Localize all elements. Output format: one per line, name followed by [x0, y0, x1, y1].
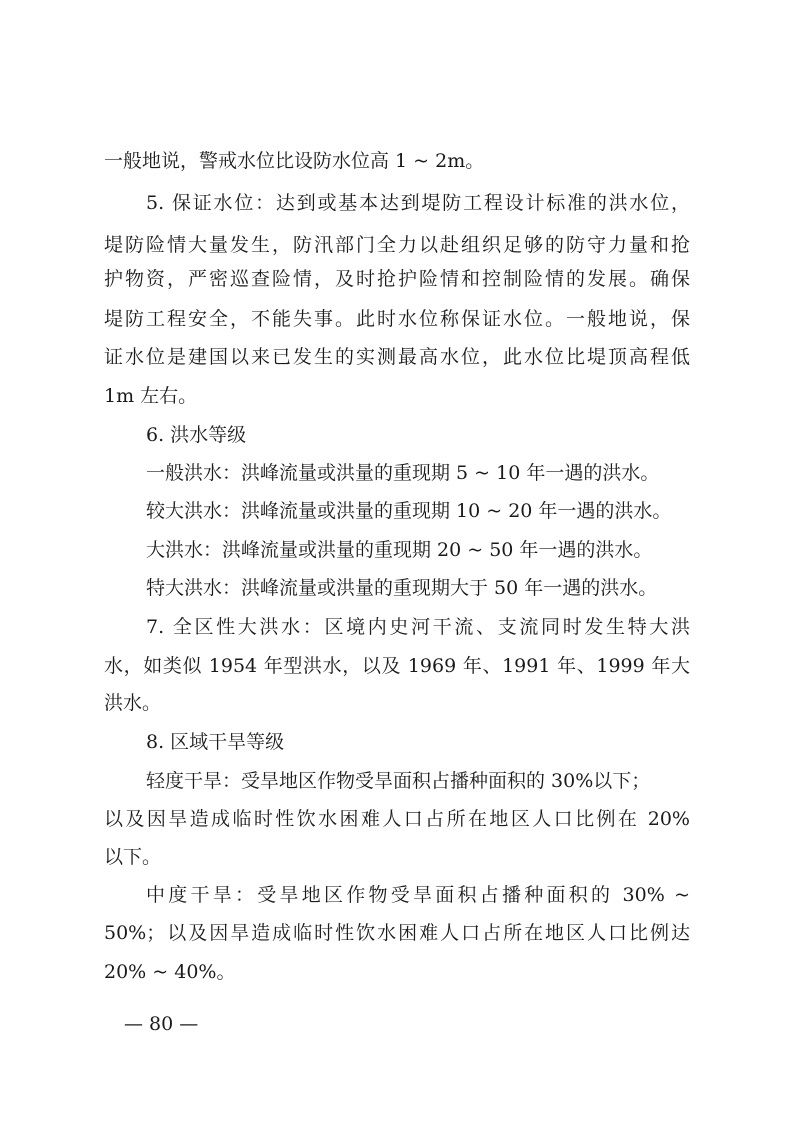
paragraph-line: 以及因旱造成临时性饮水困难人口占所在地区人口比例在 20%	[104, 808, 690, 830]
paragraph-line: 较大洪水：洪峰流量或洪量的重现期 10 ~ 20 年一遇的洪水。	[146, 500, 672, 522]
paragraph-line: 轻度干旱：受旱地区作物受旱面积占播种面积的 30%以下；	[146, 770, 651, 792]
paragraph-line: 特大洪水：洪峰流量或洪量的重现期大于 50 年一遇的洪水。	[146, 577, 658, 599]
section-heading: 6. 洪水等级	[146, 424, 247, 446]
paragraph-line: 一般地说，警戒水位比设防水位高 1 ~ 2m。	[104, 150, 485, 172]
paragraph-line: 证水位是建国以来已发生的实测最高水位，此水位比堤顶高程低	[104, 346, 690, 368]
page-number: — 80 —	[124, 1013, 199, 1035]
paragraph-line: 堤防险情大量发生，防汛部门全力以赴组织足够的防守力量和抢	[104, 234, 690, 256]
paragraph-line: 洪水。	[104, 692, 162, 714]
paragraph-line: 堤防工程安全，不能失事。此时水位称保证水位。一般地说，保	[104, 308, 690, 330]
paragraph-line: 1m 左右。	[104, 385, 198, 407]
paragraph-line: 以下。	[104, 846, 162, 868]
paragraph-line: 大洪水：洪峰流量或洪量的重现期 20 ~ 50 年一遇的洪水。	[146, 539, 653, 561]
paragraph-line: 中度干旱：受旱地区作物受旱面积占播种面积的 30% ~	[146, 884, 690, 906]
paragraph-line: 20% ~ 40%。	[104, 961, 236, 983]
paragraph-line: 护物资，严密巡查险情，及时抢护险情和控制险情的发展。确保	[104, 268, 690, 290]
paragraph-line: 5. 保证水位：达到或基本达到堤防工程设计标准的洪水位，	[146, 192, 690, 214]
paragraph-line: 一般洪水：洪峰流量或洪量的重现期 5 ~ 10 年一遇的洪水。	[146, 462, 660, 484]
paragraph-line: 7. 全区性大洪水：区境内史河干流、支流同时发生特大洪	[146, 616, 690, 638]
paragraph-line: 水，如类似 1954 年型洪水，以及 1969 年、1991 年、1999 年大	[104, 655, 690, 677]
section-heading: 8. 区域干旱等级	[146, 731, 285, 753]
paragraph-line: 50%；以及因旱造成临时性饮水困难人口占所在地区人口比例达	[104, 922, 690, 944]
